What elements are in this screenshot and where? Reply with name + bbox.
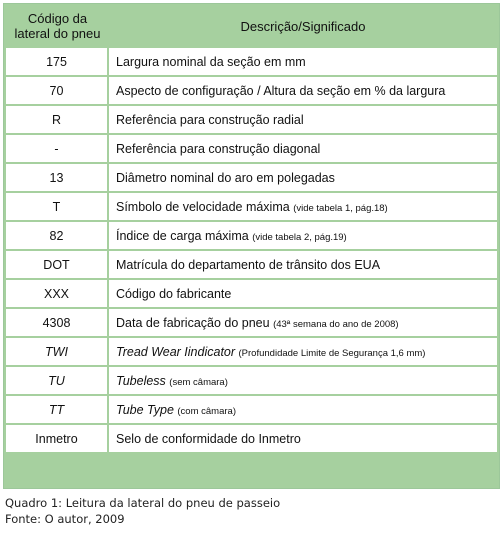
description-text: Índice de carga máxima: [116, 228, 249, 243]
description-text: Matrícula do departamento de trânsito dos EUA: [116, 257, 381, 272]
description-note: (sem câmara): [169, 376, 228, 388]
table-caption: [5, 495, 280, 527]
cell-code: 175: [6, 46, 109, 75]
cell-code: DOT: [6, 249, 109, 278]
cell-code: -: [6, 133, 109, 162]
cell-code: 82: [6, 220, 109, 249]
table-row: [6, 249, 497, 278]
cell-description: [109, 394, 497, 423]
reading-table: [6, 6, 497, 452]
header-code-line2: lateral do pneu: [14, 26, 101, 41]
cell-description: [109, 307, 497, 336]
cell-description: [109, 249, 497, 278]
header-code: [6, 6, 109, 46]
table-row: [6, 220, 497, 249]
cell-code: 4308: [6, 307, 109, 336]
cell-code: Inmetro: [6, 423, 109, 452]
cell-description: [109, 75, 497, 104]
cell-description: [109, 191, 497, 220]
caption-source: Fonte: O autor, 2009: [5, 512, 125, 526]
cell-description: [109, 133, 497, 162]
cell-description: [109, 365, 497, 394]
table-row: [6, 162, 497, 191]
description-term: Tread Wear Iindicator: [116, 344, 236, 359]
description-text: Largura nominal da seção em mm: [116, 54, 306, 69]
description-note: (vide tabela 1, pág.18): [293, 202, 388, 214]
tire-sidewall-table: [3, 3, 500, 489]
cell-code: 13: [6, 162, 109, 191]
description-note: (com câmara): [177, 405, 236, 417]
table-row: [6, 75, 497, 104]
description-text: Símbolo de velocidade máxima: [116, 199, 290, 214]
description-text: Data de fabricação do pneu: [116, 315, 270, 330]
cell-code: TT: [6, 394, 109, 423]
cell-description: [109, 46, 497, 75]
cell-code: TWI: [6, 336, 109, 365]
table-row: [6, 46, 497, 75]
description-term: Tubeless: [116, 373, 166, 388]
cell-code: TU: [6, 365, 109, 394]
cell-description: [109, 162, 497, 191]
header-description: Descrição/Significado: [240, 18, 366, 34]
table-row: [6, 336, 497, 365]
cell-description: [109, 104, 497, 133]
table-row: [6, 423, 497, 452]
cell-code: R: [6, 104, 109, 133]
description-text: Diâmetro nominal do aro em polegadas: [116, 170, 335, 185]
cell-description: [109, 278, 497, 307]
cell-description: [109, 336, 497, 365]
table-row: [6, 133, 497, 162]
description-text: Código do fabricante: [116, 286, 232, 301]
cell-description: [109, 423, 497, 452]
description-text: Referência para construção radial: [116, 112, 304, 127]
description-note: (Profundidade Limite de Segurança 1,6 mm): [238, 347, 426, 359]
description-text: Aspecto de configuração / Altura da seção em % da largura: [116, 83, 446, 98]
description-text: Selo de conformidade do Inmetro: [116, 431, 301, 446]
table-header-row: [6, 6, 497, 46]
cell-code: XXX: [6, 278, 109, 307]
description-text: Referência para construção diagonal: [116, 141, 321, 156]
table-row: [6, 278, 497, 307]
table-row: [6, 307, 497, 336]
description-term: Tube Type: [116, 402, 174, 417]
description-note: (vide tabela 2, pág.19): [252, 231, 347, 243]
table-row: [6, 394, 497, 423]
cell-code: 70: [6, 75, 109, 104]
description-note: (43ª semana do ano de 2008): [273, 318, 399, 330]
table-row: [6, 365, 497, 394]
header-code-line1: Código da: [27, 11, 88, 26]
table-row: [6, 191, 497, 220]
cell-code: T: [6, 191, 109, 220]
caption-title: Quadro 1: Leitura da lateral do pneu de passeio: [5, 496, 281, 510]
table-row: [6, 104, 497, 133]
cell-description: [109, 220, 497, 249]
